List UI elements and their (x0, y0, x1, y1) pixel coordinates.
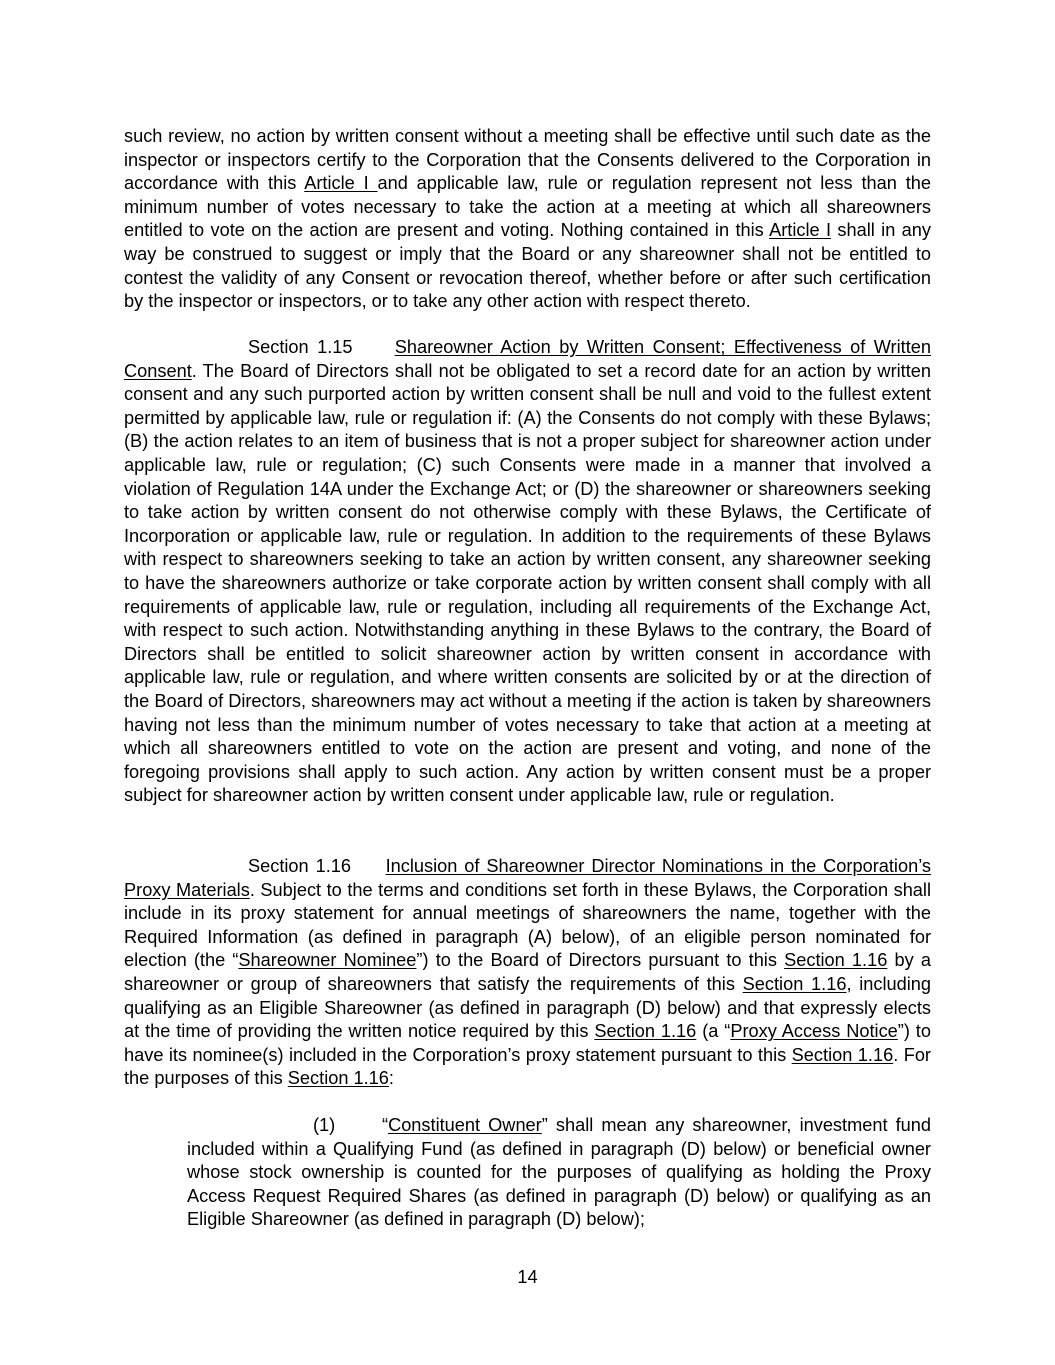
quote-mark: ” (541, 1115, 548, 1135)
page-number: 14 (517, 1267, 538, 1287)
section-reference: Section 1.16 (791, 1044, 894, 1065)
definition-body: shall mean any shareowner, investment fund included within a Qualifying Fund (as defined in paragraph (D) below) or beneficial owner whose stock ownership is counted for the purposes of qualifying as holding the Proxy Access Request Required Shares (as defined in paragraph (D) below) or qualifying as an Eligible Shareowner (as defined in paragraph (D) below); (187, 1115, 932, 1230)
section-number: Section 1.15 (248, 337, 353, 357)
defined-term: Proxy Access Notice (730, 1021, 898, 1042)
section-body: . Subject to the terms and conditions set forth in these Bylaws, the Corporation shall include in its proxy statement for annual meetings of shareowners the name, together with the Required Information (as defined in paragraph (A) below), of an eligible person nominated for election (the “ (124, 879, 932, 971)
section-heading: Inclusion of Shareowner Director Nominations in the Corporation’s Proxy Materials (124, 856, 932, 900)
section-body: ”) to the Board of Directors pursuant to this (416, 950, 785, 971)
section-body: (a “ (696, 1021, 731, 1042)
continued-paragraph (124, 125, 931, 314)
section-reference: Section 1.16 (742, 973, 847, 994)
paragraph-text: such review, no action by written consent without a meeting shall be effective until such date as the inspector or inspectors certify to the Corporation that the Consents delivered to the Corporation in accordance with this (124, 126, 931, 194)
article-reference: Article I (769, 220, 832, 241)
paragraph-text: shall in any way be construed to suggest or imply that the Board or any shareowner shall not be entitled to contest the validity of any Consent or revocation thereof, whether before or after such certification by the inspector or inspectors, or to take any other action with respect thereto. (124, 220, 932, 312)
article-reference: Article I (304, 173, 378, 194)
section-body: : (388, 1068, 394, 1089)
section-body: . The Board of Directors shall not be obligated to set a record date for an action by written consent and any such purported action by written consent shall be null and void to the fullest extent permitted by applicable law, rule or regulation if: (A) the Consents do not comply with these Bylaws; (B) the action relates to an item of business that is not a proper subject for shareowner action under applicable law, rule or regulation; (C) such Consents were made in a manner that involved a violation of Regulation 14A under the Exchange Act; or (D) the shareowner or shareowners seeking to take action by written consent do not otherwise comply with these Bylaws, the Certificate of Incorporation or applicable law, rule or regulation. In addition to the requirements of these Bylaws with respect to shareowners seeking to take an action by written consent, any shareowner seeking to have the shareowners authorize or take corporate action by written consent shall comply with all requirements of applicable law, rule or regulation, including all requirements of the Exchange Act, with respect to such action. Notwithstanding anything in these Bylaws to the contrary, the Board of Directors shall be entitled to solicit shareowner action by written consent in accordance with applicable law, rule or regulation, and where written consents are solicited by or at the direction of the Board of Directors, shareowners may act without a meeting if the action is taken by shareowners having not less than the minimum number of votes necessary to take that action at a meeting at which all shareowners entitled to vote on the action are present and voting, and none of the foregoing provisions shall apply to such action. Any action by written consent must be a proper subject for shareowner action by written consent under applicable law, rule or regulation. (124, 360, 931, 806)
section-body: ”) to have its nominee(s) included in the Corporation’s proxy statement pursuant to this (124, 1021, 931, 1065)
defined-term: Constituent Owner (388, 1115, 542, 1135)
section-body: . For the purposes of this (124, 1044, 931, 1089)
section-1-16 (124, 855, 931, 1091)
section-reference: Section 1.16 (287, 1068, 389, 1089)
quote-mark: “ (382, 1115, 389, 1135)
section-heading: Shareowner Action by Written Consent; Effectiveness of Written Consent (124, 337, 931, 381)
section-body: , including qualifying as an Eligible Shareowner (as defined in paragraph (D) below) and that expressly elects at the time of providing the written notice required by this (124, 973, 931, 1042)
section-number: Section 1.16 (248, 856, 351, 876)
section-reference: Section 1.16 (784, 950, 888, 971)
paragraph-text: and applicable law, rule or regulation represent not less than the minimum number of votes necessary to take the action at a meeting at which all shareowners entitled to vote on the action are present and voting. Nothing contained in this (124, 173, 931, 241)
section-reference: Section 1.16 (594, 1021, 697, 1042)
definition-constituent-owner (187, 1114, 931, 1232)
defined-term: Shareowner Nominee (238, 950, 417, 971)
section-1-15 (124, 336, 931, 808)
section-body: by a shareowner or group of shareowners that satisfy the requirements of this (124, 950, 931, 994)
definition-number: (1) (313, 1115, 336, 1135)
